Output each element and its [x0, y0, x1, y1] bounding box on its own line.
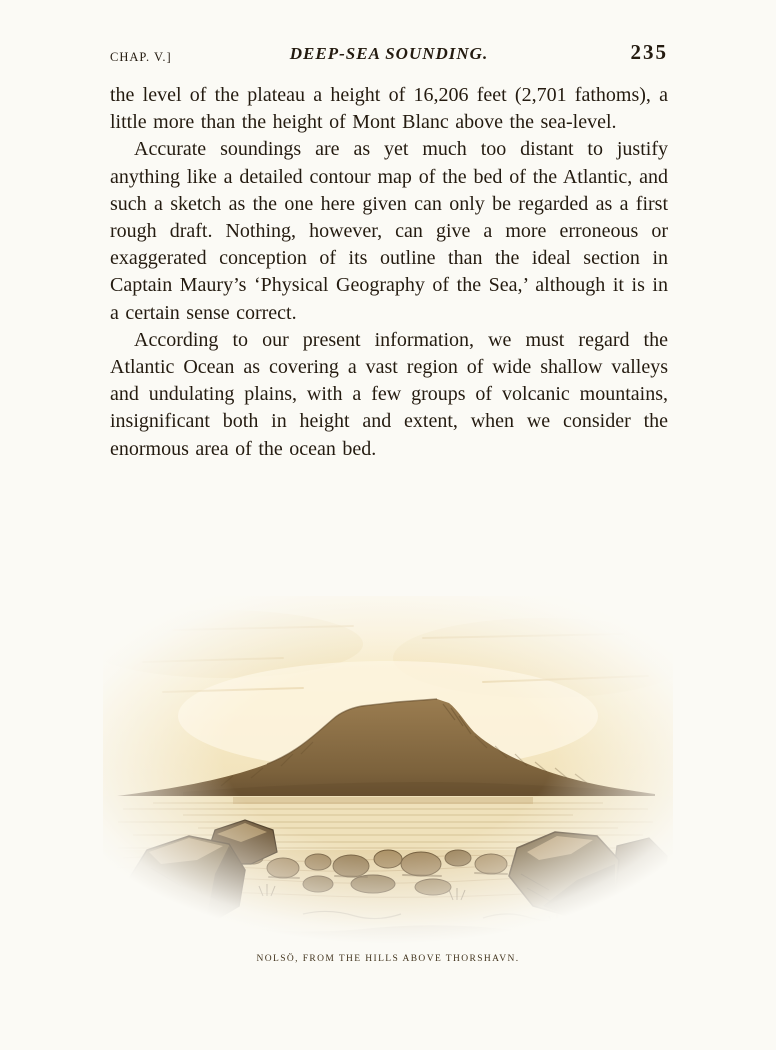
engraving-svg: [103, 596, 673, 944]
paragraph-3: According to our present information, we must regard the Atlantic Ocean as covering a vast region of wide shallow valleys and undulating plains, with a few groups of volcanic mountains, insignificant both in height and extent, when we consider the enormous area of the ocean bed.: [110, 328, 668, 460]
paragraph-1: the level of the plateau a height of 16,206 feet (2,701 fathoms), a little more than the height of Mont Blanc above the sea-level.: [110, 84, 668, 134]
engraving-figure: [103, 596, 673, 964]
running-title: DEEP-SEA SOUNDING.: [289, 44, 489, 63]
paragraph-2: Accurate soundings are as yet much too distant to justify anything like a detailed contour map of the bed of the Atlantic, and such a sketch as the one here given can only be regarded as a first rough draft. Nothing, however, can give a more erroneous or exaggerated conception of its outline than the ideal section in Captain Maury’s ‘Physical Geography of the Sea,’ although it is in a certain sense correct.: [110, 138, 668, 324]
chapter-label: CHAP. V.]: [110, 50, 172, 64]
right-boulders: [509, 832, 667, 918]
body-text: [110, 82, 668, 463]
engraving-nolso-island: [103, 596, 673, 944]
figure-caption: NOLSÖ, FROM THE HILLS ABOVE THORSHAVN.: [256, 954, 520, 964]
page-number: 235: [630, 40, 668, 64]
page-header: [110, 40, 668, 68]
